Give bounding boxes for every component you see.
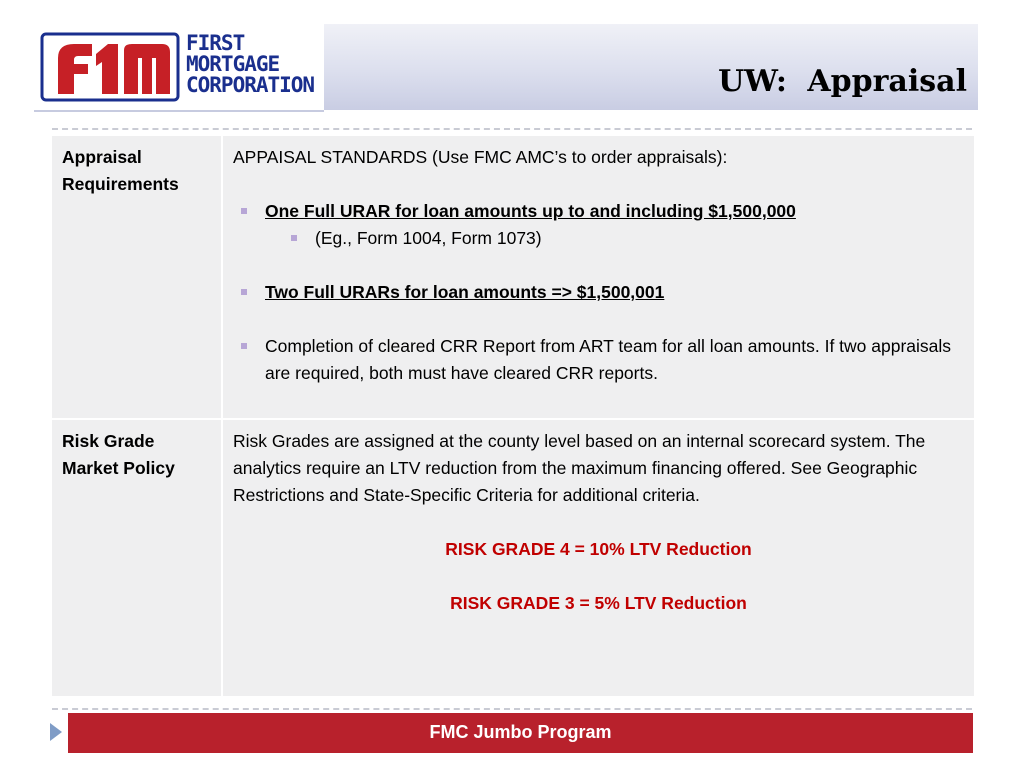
row-label-risk-grade: Risk Grade Market Policy — [52, 419, 222, 697]
bullet-square-icon — [241, 208, 247, 214]
table-row — [52, 136, 975, 419]
page-title: UW: Appraisal — [718, 64, 967, 99]
bullet-square-icon — [291, 235, 297, 241]
row-label-appraisal: Appraisal Requirements — [52, 136, 222, 419]
list-item — [233, 279, 964, 306]
bullet-crr-report: Completion of cleared CRR Report from ART team for all loan amounts. If two appraisals are required, both must have cleared CRR reports. — [265, 336, 952, 383]
risk-grade-description: Risk Grades are assigned at the county level based on an internal scorecard system. The analytics require an LTV reduction from the maximum financing offered. See Geographic Restrictions and State-Specific Criteria for additional criteria. — [233, 431, 926, 505]
footer-program-bar: FMC Jumbo Program — [68, 713, 973, 753]
logo-line-2: MORTGAGE — [186, 52, 280, 76]
list-item — [233, 333, 964, 387]
top-divider — [52, 128, 972, 130]
logo-line-3: CORPORATION — [186, 73, 315, 97]
risk-grade-3: RISK GRADE 3 = 5% LTV Reduction — [450, 593, 747, 613]
company-logo — [34, 24, 324, 112]
table-row — [52, 419, 975, 697]
bullet-square-icon — [241, 343, 247, 349]
appraisal-intro: APPAISAL STANDARDS (Use FMC AMC’s to order appraisals): — [233, 147, 728, 167]
appraisal-table — [52, 136, 976, 698]
bottom-divider — [52, 708, 972, 710]
bullet-square-icon — [241, 289, 247, 295]
subbullet-forms: (Eg., Form 1004, Form 1073) — [315, 228, 542, 248]
list-item — [233, 198, 964, 225]
footer-arrow-icon — [50, 723, 62, 741]
row-content-appraisal — [222, 136, 975, 419]
bullet-two-urars: Two Full URARs for loan amounts => $1,500,001 — [265, 282, 665, 302]
risk-grade-4: RISK GRADE 4 = 10% LTV Reduction — [445, 539, 752, 559]
fmc-logo-mark-icon — [40, 32, 180, 102]
row-content-risk-grade — [222, 419, 975, 697]
bullet-one-urar: One Full URAR for loan amounts up to and including $1,500,000 — [265, 201, 796, 221]
list-item — [233, 225, 964, 252]
logo-wordmark — [186, 33, 314, 96]
logo-line-1: FIRST — [186, 31, 245, 55]
